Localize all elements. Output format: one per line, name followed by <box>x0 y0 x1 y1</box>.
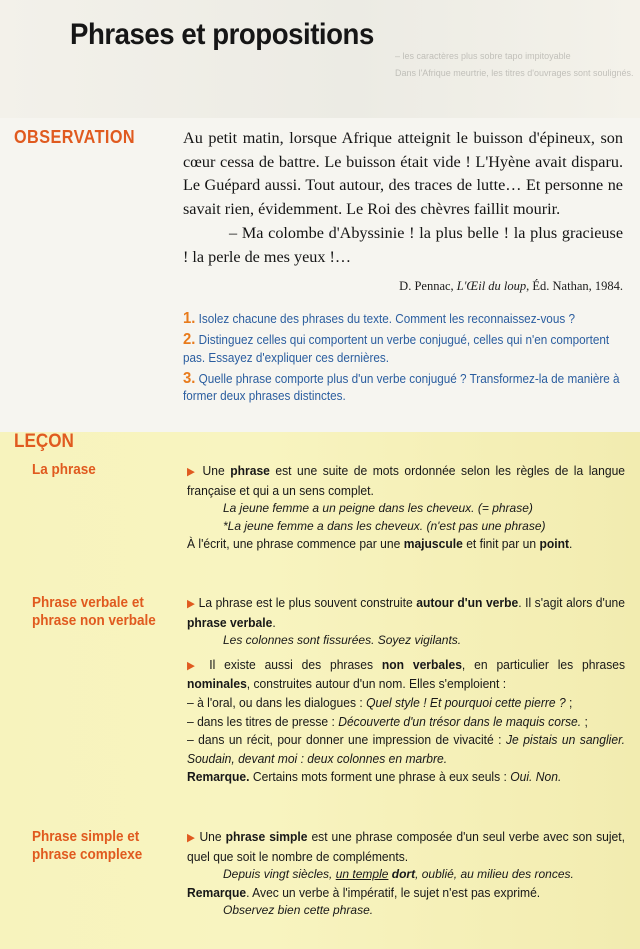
question-text: Distinguez celles qui comportent un verbe conjugué, celles qui n'en comportent pas. Essayez d'expliquer ces dernières. <box>183 333 610 365</box>
excerpt-dialog: – Ma colombe d'Abyssinie ! la plus belle ! la plus gracieuse ! la perle de mes yeux !… <box>183 224 623 266</box>
remark: Remarque. Avec un verbe à l'impératif, le sujet n'est pas exprimé. <box>187 884 541 900</box>
triangle-bullet-icon: ▶ <box>187 659 201 672</box>
example-line: La jeune femme a un peigne dans les cheveux. (= phrase) <box>223 501 533 516</box>
observation-heading: OBSERVATION <box>14 127 136 147</box>
triangle-bullet-icon: ▶ <box>187 466 198 478</box>
section-body-phrase <box>187 462 625 554</box>
question-text: Quelle phrase comporte plus d'un verbe conjugué ? Transformez-la de manière à former deux phrases distinctes. <box>183 371 620 404</box>
rule-paragraph: ▶ Une phrase est une suite de mots ordonnée selon les règles de la langue française et qui a un sens complet. <box>187 463 626 498</box>
question-number: 2. <box>183 331 196 349</box>
remark: Remarque. Certains mots forment une phrase à eux seuls : Oui. Non. <box>187 769 562 785</box>
bleed-line: Dans l'Afrique meurtrie, les titres d'ouvrages sont soulignés. <box>395 68 634 78</box>
section-heading-line: phrase non verbale <box>32 612 156 629</box>
rule-paragraph: ▶ Une phrase simple est une phrase composée d'un seul verbe avec son sujet, quel que soit le nombre de compléments. <box>187 829 626 864</box>
excerpt-paragraph: Au petit matin, lorsque Afrique atteignit le buisson d'épineux, son cœur cessa de battre. Le buisson était vide ! L'Hyène avait disparu. Le Guépard aussi. Tout autour, des traces de lutte… Et personne ne savait rien, évidemment. Le Roi des chèvres faillit mourir. <box>183 129 623 218</box>
source-author: D. Pennac, <box>399 279 457 293</box>
usage-item: – dans un récit, pour donner une impression de vivacité : Je pistais un sanglier. Soudain, devant moi : deux colonnes en marbre. <box>187 732 626 766</box>
section-heading-line: La phrase <box>32 461 96 478</box>
questions-list <box>183 310 623 408</box>
section-heading-line: Phrase verbale et <box>32 594 144 611</box>
example-line: Les colonnes sont fissurées. Soyez vigilants. <box>223 633 462 648</box>
rule-paragraph: ▶ Il existe aussi des phrases non verbales, en particulier les phrases nominales, construites autour d'un nom. Elles s'emploient : <box>187 656 626 692</box>
question-text: Isolez chacune des phrases du texte. Comment les reconnaissez-vous ? <box>198 312 575 326</box>
triangle-bullet-icon: ▶ <box>187 832 196 844</box>
source-publisher: , Éd. Nathan, 1984. <box>526 279 623 293</box>
example-line: Depuis vingt siècles, un temple dort, oublié, au milieu des ronces. <box>223 867 574 882</box>
observation-text <box>183 127 623 270</box>
section-heading-line: Phrase simple et <box>32 828 140 845</box>
section-body-verbale <box>187 594 625 787</box>
source-title: L'Œil du loup <box>456 279 527 293</box>
rule-paragraph: ▶ La phrase est le plus souvent construite autour d'un verbe. Il s'agit alors d'une phrase verbale. <box>187 595 626 630</box>
question-number: 1. <box>183 310 196 327</box>
section-heading-line: phrase complexe <box>32 846 143 863</box>
bleed-line: – les caractères plus sobre tapo impitoyable <box>395 51 571 61</box>
question-item <box>183 370 623 406</box>
example-line: Observez bien cette phrase. <box>223 903 374 918</box>
question-number: 3. <box>183 369 196 387</box>
page-title: Phrases et propositions <box>70 18 374 51</box>
bleed-through-text <box>395 48 635 82</box>
example-line: *La jeune femme a dans les cheveux. (n'est pas une phrase) <box>223 518 546 533</box>
triangle-bullet-icon: ▶ <box>187 598 196 610</box>
lecon-heading: LEÇON <box>14 431 74 452</box>
excerpt-source <box>183 279 623 294</box>
section-body-simple <box>187 828 625 920</box>
usage-item: – dans les titres de presse : Découverte d'un trésor dans le maquis corse. ; <box>187 713 588 729</box>
usage-item: – à l'oral, ou dans les dialogues : Quel style ! Et pourquoi cette pierre ? ; <box>187 694 573 710</box>
question-item <box>183 331 623 367</box>
section-heading-simple <box>32 828 142 864</box>
section-heading-verbale <box>32 594 156 630</box>
question-item <box>183 310 623 328</box>
section-heading-phrase <box>32 461 96 479</box>
rule-paragraph: À l'écrit, une phrase commence par une majuscule et finit par un point. <box>187 536 573 552</box>
